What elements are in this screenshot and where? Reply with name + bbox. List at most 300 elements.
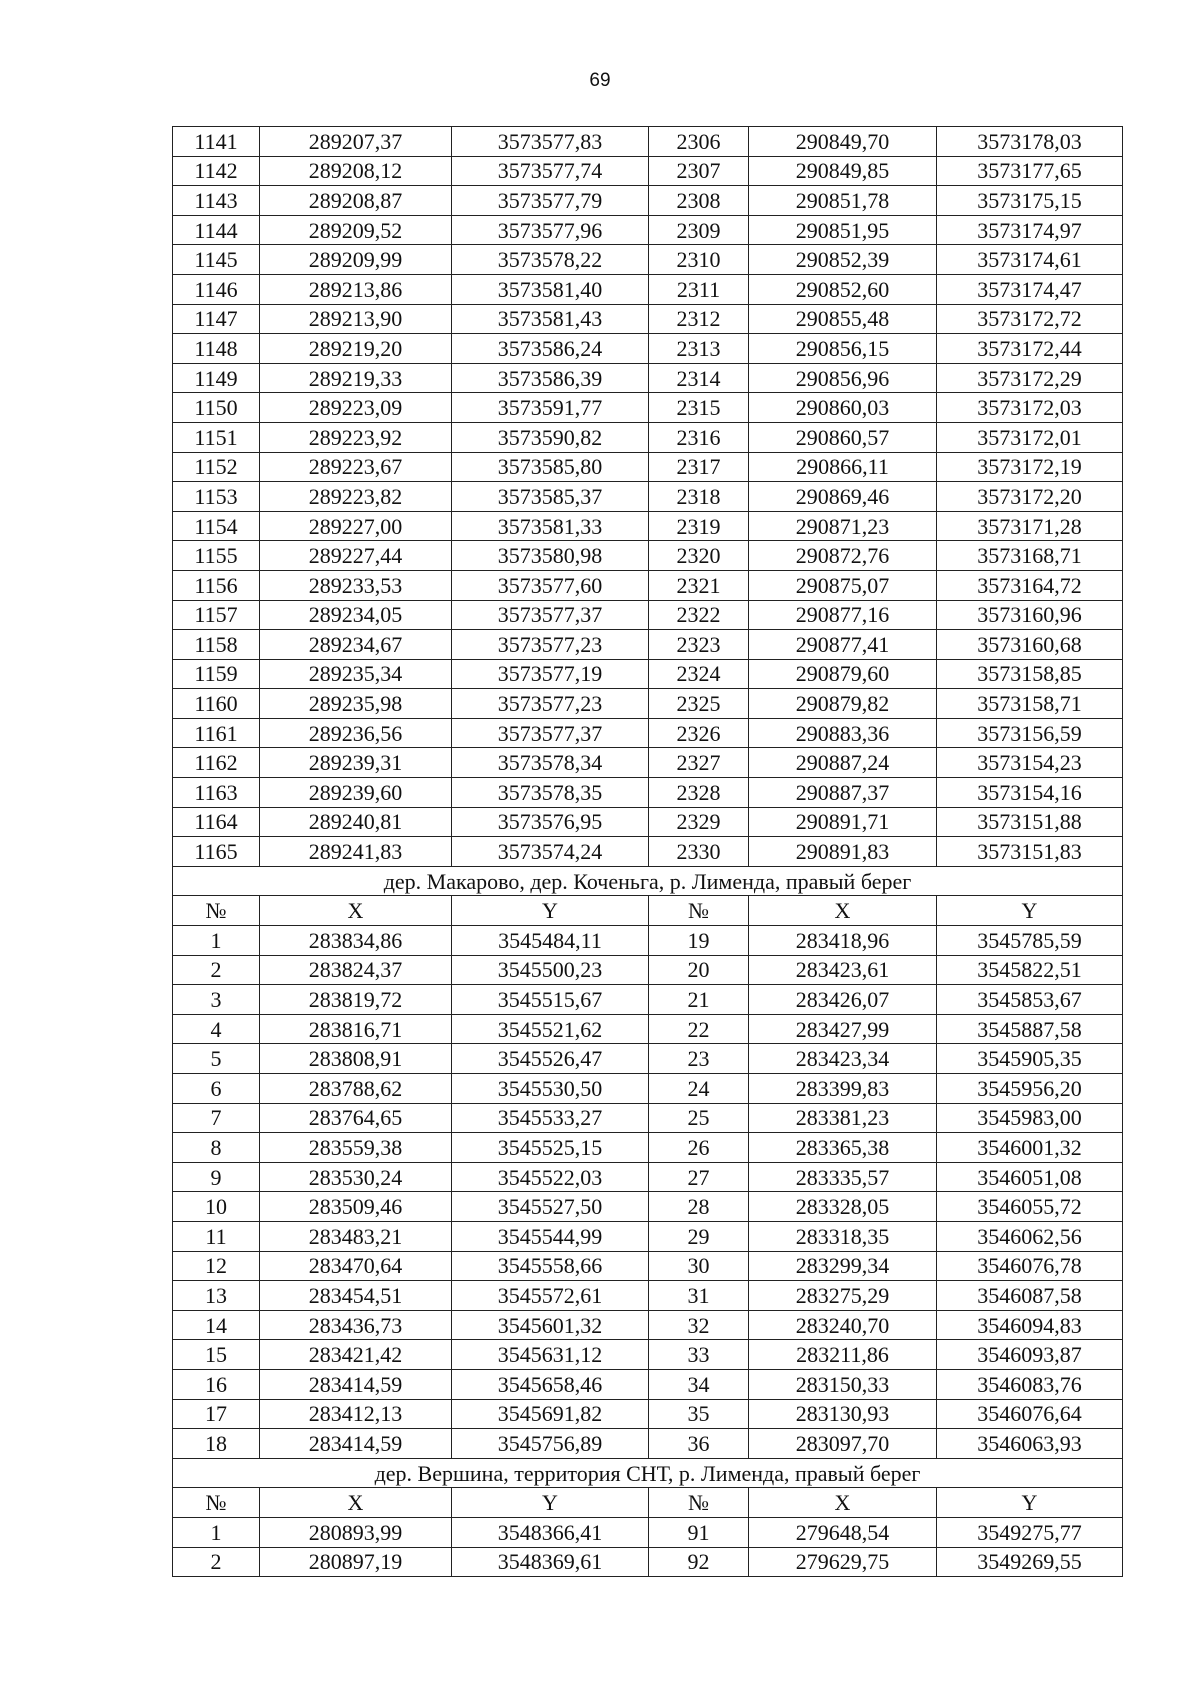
table-cell: 3545527,50 <box>452 1192 649 1222</box>
table-row <box>173 274 1123 304</box>
table-cell: 3573591,77 <box>452 393 649 423</box>
table-cell: 36 <box>649 1429 749 1459</box>
table-cell: 3573158,71 <box>937 689 1123 719</box>
table-row <box>173 985 1123 1015</box>
table-cell: 2314 <box>649 363 749 393</box>
table-cell: 3573578,34 <box>452 748 649 778</box>
table-cell: 290856,15 <box>749 334 937 364</box>
column-header-row <box>173 896 1123 926</box>
table-cell: 283381,23 <box>749 1103 937 1133</box>
table-row <box>173 955 1123 985</box>
table-cell: 3545500,23 <box>452 955 649 985</box>
table-cell: 2307 <box>649 156 749 186</box>
table-cell: 1158 <box>173 630 260 660</box>
table-row <box>173 334 1123 364</box>
table-cell: 283275,29 <box>749 1281 937 1311</box>
table-cell: 3545525,15 <box>452 1133 649 1163</box>
table-row <box>173 1192 1123 1222</box>
table-cell: 3573154,16 <box>937 778 1123 808</box>
table-row <box>173 600 1123 630</box>
table-cell: 283414,59 <box>260 1429 452 1459</box>
table-cell: 3573577,79 <box>452 186 649 216</box>
table-cell: 289234,05 <box>260 600 452 630</box>
table-row <box>173 482 1123 512</box>
table-cell: 3573576,95 <box>452 807 649 837</box>
table-cell: 280893,99 <box>260 1517 452 1547</box>
table-cell: 283421,42 <box>260 1340 452 1370</box>
table-cell: 3546001,32 <box>937 1133 1123 1163</box>
column-header: № <box>649 1488 749 1518</box>
table-cell: 283414,59 <box>260 1369 452 1399</box>
table-row <box>173 1310 1123 1340</box>
table-cell: 2310 <box>649 245 749 275</box>
table-cell: 283399,83 <box>749 1074 937 1104</box>
table-row <box>173 659 1123 689</box>
table-cell: 1155 <box>173 541 260 571</box>
table-cell: 3545983,00 <box>937 1103 1123 1133</box>
table-cell: 290879,60 <box>749 659 937 689</box>
table-row <box>173 1133 1123 1163</box>
table-cell: 2309 <box>649 215 749 245</box>
table-cell: 23 <box>649 1044 749 1074</box>
table-cell: 2 <box>173 955 260 985</box>
section-title: дер. Вершина, территория СНТ, р. Лименда, правый берег <box>173 1458 1123 1488</box>
table-cell: 289223,67 <box>260 452 452 482</box>
table-cell: 27 <box>649 1162 749 1192</box>
table-cell: 3546076,78 <box>937 1251 1123 1281</box>
table-cell: 2326 <box>649 718 749 748</box>
table-cell: 290887,24 <box>749 748 937 778</box>
table-cell: 289227,00 <box>260 511 452 541</box>
table-cell: 289236,56 <box>260 718 452 748</box>
table-cell: 1151 <box>173 422 260 452</box>
column-header: Y <box>452 896 649 926</box>
table-cell: 3545756,89 <box>452 1429 649 1459</box>
table-cell: 19 <box>649 926 749 956</box>
table-cell: 3546063,93 <box>937 1429 1123 1459</box>
table-cell: 6 <box>173 1074 260 1104</box>
table-cell: 18 <box>173 1429 260 1459</box>
table-cell: 2312 <box>649 304 749 334</box>
table-cell: 2 <box>173 1547 260 1577</box>
table-cell: 3573154,23 <box>937 748 1123 778</box>
table-row <box>173 1044 1123 1074</box>
table-cell: 1143 <box>173 186 260 216</box>
table-cell: 2330 <box>649 837 749 867</box>
table-cell: 1 <box>173 926 260 956</box>
table-cell: 289219,33 <box>260 363 452 393</box>
table-cell: 2306 <box>649 127 749 157</box>
table-cell: 283808,91 <box>260 1044 452 1074</box>
coordinates-table <box>172 126 1123 1577</box>
table-cell: 1144 <box>173 215 260 245</box>
table-cell: 3545484,11 <box>452 926 649 956</box>
table-cell: 2325 <box>649 689 749 719</box>
table-cell: 3545658,46 <box>452 1369 649 1399</box>
table-cell: 3545785,59 <box>937 926 1123 956</box>
table-row <box>173 778 1123 808</box>
column-header-row <box>173 1488 1123 1518</box>
table-cell: 290887,37 <box>749 778 937 808</box>
table-cell: 283427,99 <box>749 1014 937 1044</box>
table-cell: 11 <box>173 1221 260 1251</box>
table-cell: 28 <box>649 1192 749 1222</box>
table-row <box>173 363 1123 393</box>
table-cell: 20 <box>649 955 749 985</box>
table-cell: 21 <box>649 985 749 1015</box>
table-cell: 3573577,74 <box>452 156 649 186</box>
table-cell: 2317 <box>649 452 749 482</box>
table-cell: 2320 <box>649 541 749 571</box>
table-cell: 3573577,96 <box>452 215 649 245</box>
table-cell: 1164 <box>173 807 260 837</box>
table-cell: 290856,96 <box>749 363 937 393</box>
table-cell: 283097,70 <box>749 1429 937 1459</box>
table-cell: 2315 <box>649 393 749 423</box>
table-row <box>173 1162 1123 1192</box>
table-cell: 289235,34 <box>260 659 452 689</box>
table-cell: 290860,03 <box>749 393 937 423</box>
table-cell: 3545544,99 <box>452 1221 649 1251</box>
table-cell: 289208,12 <box>260 156 452 186</box>
table-cell: 290869,46 <box>749 482 937 512</box>
table-row <box>173 541 1123 571</box>
table-cell: 2327 <box>649 748 749 778</box>
table-row <box>173 511 1123 541</box>
table-cell: 289239,31 <box>260 748 452 778</box>
table-cell: 3573172,20 <box>937 482 1123 512</box>
table-row <box>173 1251 1123 1281</box>
table-cell: 290891,71 <box>749 807 937 837</box>
table-cell: 3573172,29 <box>937 363 1123 393</box>
table-row <box>173 1103 1123 1133</box>
table-cell: 290879,82 <box>749 689 937 719</box>
table-cell: 2313 <box>649 334 749 364</box>
section-title: дер. Макарово, дер. Коченьга, р. Лименда, правый берег <box>173 866 1123 896</box>
table-cell: 283483,21 <box>260 1221 452 1251</box>
table-cell: 3545601,32 <box>452 1310 649 1340</box>
table-cell: 3573581,40 <box>452 274 649 304</box>
table-cell: 289223,92 <box>260 422 452 452</box>
table-cell: 3549275,77 <box>937 1517 1123 1547</box>
table-cell: 289240,81 <box>260 807 452 837</box>
table-cell: 1149 <box>173 363 260 393</box>
table-cell: 1165 <box>173 837 260 867</box>
table-cell: 5 <box>173 1044 260 1074</box>
table-cell: 290883,36 <box>749 718 937 748</box>
table-cell: 3545822,51 <box>937 955 1123 985</box>
table-row <box>173 215 1123 245</box>
table-cell: 3573586,39 <box>452 363 649 393</box>
table-cell: 3573577,83 <box>452 127 649 157</box>
table-cell: 3573156,59 <box>937 718 1123 748</box>
table-cell: 17 <box>173 1399 260 1429</box>
table-cell: 283335,57 <box>749 1162 937 1192</box>
table-cell: 3545956,20 <box>937 1074 1123 1104</box>
table-cell: 3545521,62 <box>452 1014 649 1044</box>
table-cell: 283788,62 <box>260 1074 452 1104</box>
table-cell: 3573172,72 <box>937 304 1123 334</box>
table-row <box>173 422 1123 452</box>
table-cell: 92 <box>649 1547 749 1577</box>
table-row <box>173 689 1123 719</box>
table-cell: 3545530,50 <box>452 1074 649 1104</box>
table-row <box>173 127 1123 157</box>
table-cell: 283412,13 <box>260 1399 452 1429</box>
table-cell: 290875,07 <box>749 570 937 600</box>
table-cell: 3573172,01 <box>937 422 1123 452</box>
table-cell: 289213,86 <box>260 274 452 304</box>
table-cell: 290849,70 <box>749 127 937 157</box>
table-cell: 3546062,56 <box>937 1221 1123 1251</box>
table-cell: 283824,37 <box>260 955 452 985</box>
table-cell: 2324 <box>649 659 749 689</box>
table-cell: 290852,39 <box>749 245 937 275</box>
table-cell: 3573577,60 <box>452 570 649 600</box>
table-cell: 290871,23 <box>749 511 937 541</box>
table-cell: 290855,48 <box>749 304 937 334</box>
table-cell: 289223,09 <box>260 393 452 423</box>
table-cell: 3573160,68 <box>937 630 1123 660</box>
table-cell: 1162 <box>173 748 260 778</box>
table-cell: 3545691,82 <box>452 1399 649 1429</box>
table-cell: 283211,86 <box>749 1340 937 1370</box>
table-cell: 3545522,03 <box>452 1162 649 1192</box>
table-cell: 283470,64 <box>260 1251 452 1281</box>
table-cell: 3546055,72 <box>937 1192 1123 1222</box>
table-cell: 1161 <box>173 718 260 748</box>
column-header: Y <box>937 1488 1123 1518</box>
table-cell: 3573577,19 <box>452 659 649 689</box>
table-cell: 1156 <box>173 570 260 600</box>
table-cell: 289209,99 <box>260 245 452 275</box>
table-cell: 3549269,55 <box>937 1547 1123 1577</box>
table-cell: 283764,65 <box>260 1103 452 1133</box>
column-header: Y <box>452 1488 649 1518</box>
table-cell: 3573174,97 <box>937 215 1123 245</box>
table-cell: 290851,78 <box>749 186 937 216</box>
table-cell: 3545558,66 <box>452 1251 649 1281</box>
table-cell: 13 <box>173 1281 260 1311</box>
table-row <box>173 1517 1123 1547</box>
table-cell: 22 <box>649 1014 749 1044</box>
table-cell: 283559,38 <box>260 1133 452 1163</box>
table-cell: 3573586,24 <box>452 334 649 364</box>
table-cell: 1153 <box>173 482 260 512</box>
table-cell: 2311 <box>649 274 749 304</box>
table-cell: 3573585,80 <box>452 452 649 482</box>
column-header: № <box>649 896 749 926</box>
table-cell: 3573577,37 <box>452 600 649 630</box>
section-title-row <box>173 866 1123 896</box>
table-cell: 3573577,37 <box>452 718 649 748</box>
table-cell: 3573158,85 <box>937 659 1123 689</box>
table-cell: 91 <box>649 1517 749 1547</box>
table-cell: 2321 <box>649 570 749 600</box>
table-cell: 33 <box>649 1340 749 1370</box>
table-cell: 25 <box>649 1103 749 1133</box>
table-cell: 3548369,61 <box>452 1547 649 1577</box>
table-cell: 289208,87 <box>260 186 452 216</box>
table-cell: 289213,90 <box>260 304 452 334</box>
table-row <box>173 1014 1123 1044</box>
table-cell: 283423,61 <box>749 955 937 985</box>
table-row <box>173 570 1123 600</box>
table-cell: 12 <box>173 1251 260 1281</box>
table-cell: 3545515,67 <box>452 985 649 1015</box>
table-cell: 3573590,82 <box>452 422 649 452</box>
table-cell: 289234,67 <box>260 630 452 660</box>
table-cell: 289219,20 <box>260 334 452 364</box>
table-cell: 289209,52 <box>260 215 452 245</box>
table-cell: 3545905,35 <box>937 1044 1123 1074</box>
table-cell: 3546083,76 <box>937 1369 1123 1399</box>
table-cell: 283426,07 <box>749 985 937 1015</box>
table-row <box>173 1281 1123 1311</box>
table-cell: 283365,38 <box>749 1133 937 1163</box>
table-cell: 283454,51 <box>260 1281 452 1311</box>
table-cell: 289223,82 <box>260 482 452 512</box>
table-cell: 290877,41 <box>749 630 937 660</box>
table-cell: 2318 <box>649 482 749 512</box>
table-cell: 3573178,03 <box>937 127 1123 157</box>
table-cell: 3545526,47 <box>452 1044 649 1074</box>
table-cell: 290860,57 <box>749 422 937 452</box>
table-cell: 3573172,44 <box>937 334 1123 364</box>
table-cell: 283318,35 <box>749 1221 937 1251</box>
table-cell: 283509,46 <box>260 1192 452 1222</box>
table-row <box>173 630 1123 660</box>
table-cell: 3573174,61 <box>937 245 1123 275</box>
table-cell: 1163 <box>173 778 260 808</box>
table-cell: 3546094,83 <box>937 1310 1123 1340</box>
table-cell: 26 <box>649 1133 749 1163</box>
table-cell: 3573172,19 <box>937 452 1123 482</box>
table-cell: 3573581,33 <box>452 511 649 541</box>
table-cell: 290877,16 <box>749 600 937 630</box>
table-cell: 283328,05 <box>749 1192 937 1222</box>
table-cell: 1157 <box>173 600 260 630</box>
table-cell: 8 <box>173 1133 260 1163</box>
table-cell: 3573580,98 <box>452 541 649 571</box>
table-cell: 1146 <box>173 274 260 304</box>
table-cell: 289241,83 <box>260 837 452 867</box>
table-cell: 9 <box>173 1162 260 1192</box>
coordinates-table-body <box>173 127 1123 1577</box>
table-cell: 3573172,03 <box>937 393 1123 423</box>
table-cell: 283418,96 <box>749 926 937 956</box>
table-cell: 3573578,22 <box>452 245 649 275</box>
table-row <box>173 1074 1123 1104</box>
table-row <box>173 718 1123 748</box>
table-cell: 1148 <box>173 334 260 364</box>
table-cell: 283436,73 <box>260 1310 452 1340</box>
table-cell: 283816,71 <box>260 1014 452 1044</box>
table-cell: 35 <box>649 1399 749 1429</box>
table-cell: 1141 <box>173 127 260 157</box>
table-cell: 2316 <box>649 422 749 452</box>
section-title-row <box>173 1458 1123 1488</box>
table-row <box>173 393 1123 423</box>
table-cell: 279629,75 <box>749 1547 937 1577</box>
page-number: 69 <box>589 70 611 91</box>
table-cell: 283150,33 <box>749 1369 937 1399</box>
table-cell: 283530,24 <box>260 1162 452 1192</box>
table-cell: 14 <box>173 1310 260 1340</box>
table-cell: 290852,60 <box>749 274 937 304</box>
table-cell: 1 <box>173 1517 260 1547</box>
table-cell: 3573160,96 <box>937 600 1123 630</box>
table-cell: 3573175,15 <box>937 186 1123 216</box>
table-row <box>173 1221 1123 1251</box>
table-cell: 3546051,08 <box>937 1162 1123 1192</box>
table-cell: 2323 <box>649 630 749 660</box>
table-cell: 4 <box>173 1014 260 1044</box>
table-cell: 289207,37 <box>260 127 452 157</box>
table-cell: 1160 <box>173 689 260 719</box>
table-cell: 3573168,71 <box>937 541 1123 571</box>
table-cell: 30 <box>649 1251 749 1281</box>
table-row <box>173 1340 1123 1370</box>
table-cell: 1159 <box>173 659 260 689</box>
table-cell: 3545853,67 <box>937 985 1123 1015</box>
table-cell: 2322 <box>649 600 749 630</box>
table-cell: 290891,83 <box>749 837 937 867</box>
table-cell: 289227,44 <box>260 541 452 571</box>
table-cell: 3573171,28 <box>937 511 1123 541</box>
table-cell: 7 <box>173 1103 260 1133</box>
table-cell: 24 <box>649 1074 749 1104</box>
table-cell: 1147 <box>173 304 260 334</box>
table-cell: 3545887,58 <box>937 1014 1123 1044</box>
table-row <box>173 1369 1123 1399</box>
table-cell: 3548366,41 <box>452 1517 649 1547</box>
table-cell: 1145 <box>173 245 260 275</box>
table-cell: 289233,53 <box>260 570 452 600</box>
column-header: № <box>173 1488 260 1518</box>
table-cell: 1142 <box>173 156 260 186</box>
table-cell: 289235,98 <box>260 689 452 719</box>
table-cell: 283130,93 <box>749 1399 937 1429</box>
table-cell: 3573574,24 <box>452 837 649 867</box>
column-header: X <box>260 896 452 926</box>
table-row <box>173 837 1123 867</box>
table-cell: 15 <box>173 1340 260 1370</box>
table-row <box>173 452 1123 482</box>
table-cell: 1154 <box>173 511 260 541</box>
table-cell: 290849,85 <box>749 156 937 186</box>
table-cell: 3573577,23 <box>452 689 649 719</box>
table-cell: 3573577,23 <box>452 630 649 660</box>
table-cell: 2328 <box>649 778 749 808</box>
table-cell: 3 <box>173 985 260 1015</box>
table-row <box>173 748 1123 778</box>
table-cell: 34 <box>649 1369 749 1399</box>
table-row <box>173 304 1123 334</box>
table-cell: 3546093,87 <box>937 1340 1123 1370</box>
table-cell: 29 <box>649 1221 749 1251</box>
table-cell: 3573164,72 <box>937 570 1123 600</box>
table-cell: 283240,70 <box>749 1310 937 1340</box>
table-cell: 3545533,27 <box>452 1103 649 1133</box>
table-cell: 283423,34 <box>749 1044 937 1074</box>
table-cell: 3573581,43 <box>452 304 649 334</box>
column-header: X <box>749 896 937 926</box>
table-cell: 3546087,58 <box>937 1281 1123 1311</box>
table-cell: 279648,54 <box>749 1517 937 1547</box>
table-cell: 3545572,61 <box>452 1281 649 1311</box>
table-row <box>173 1429 1123 1459</box>
